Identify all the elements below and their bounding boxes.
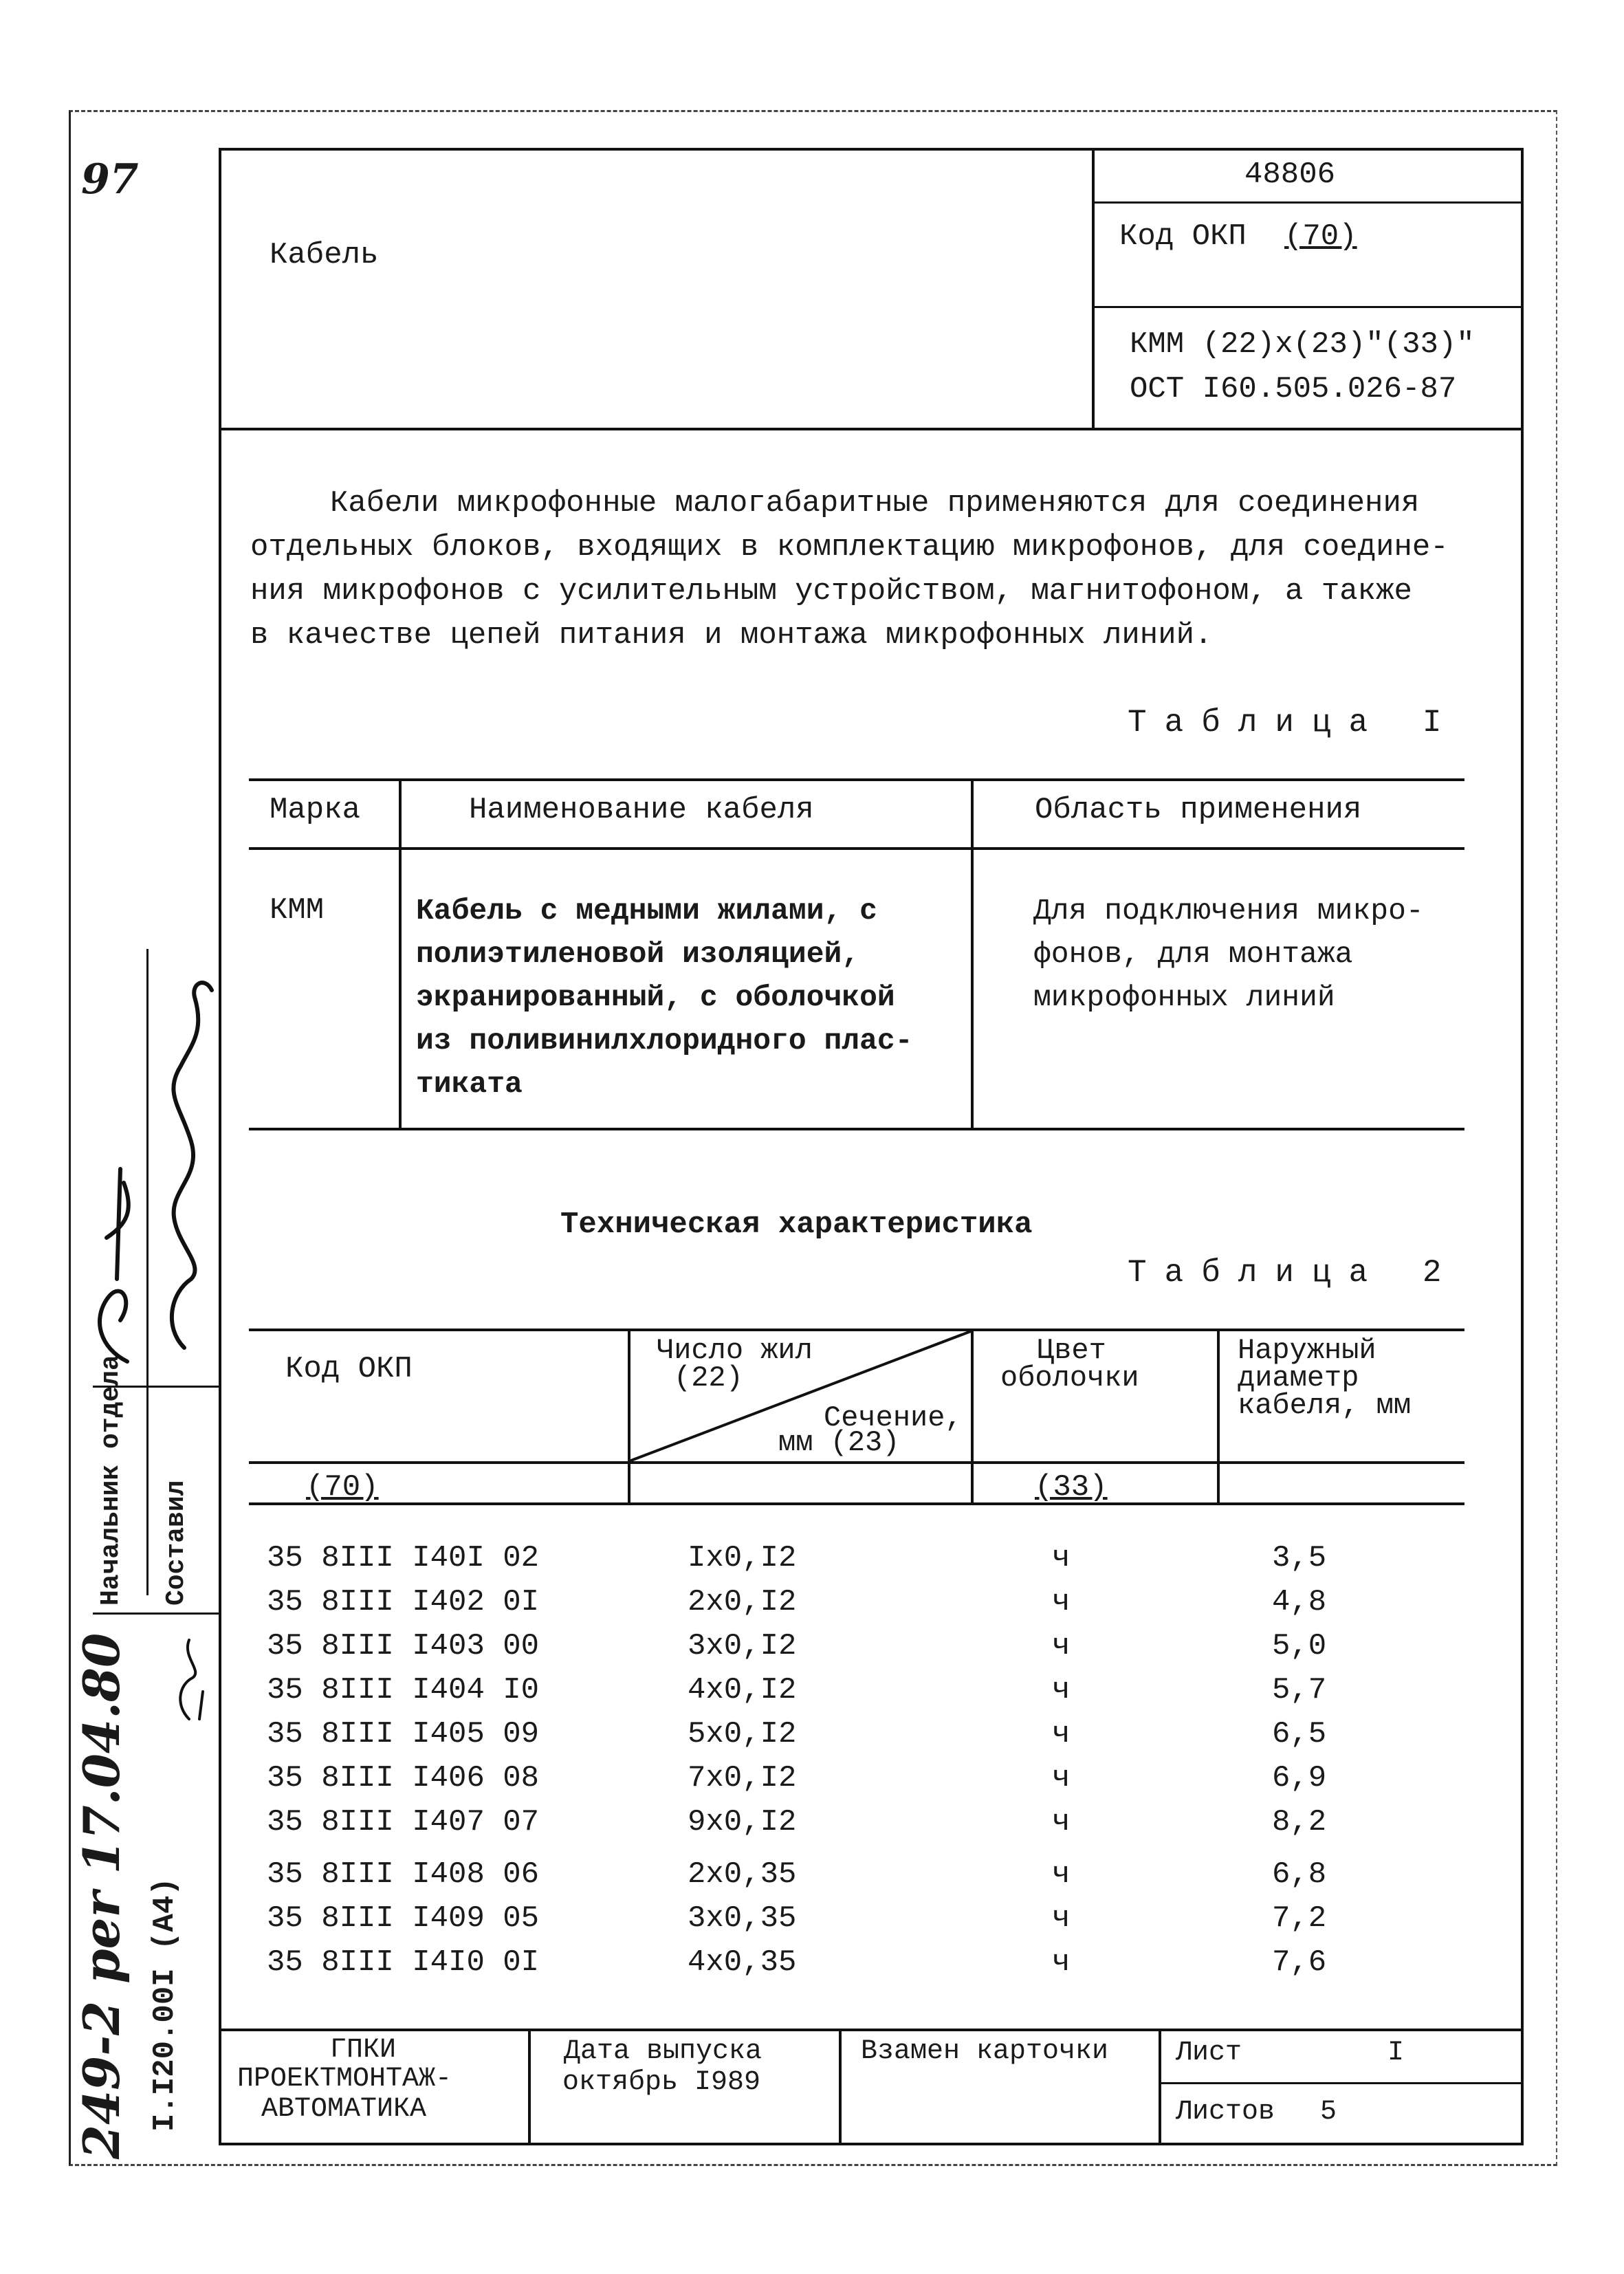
code-rule bbox=[1092, 201, 1524, 204]
table2-okp-6: 35 8III I406 08 bbox=[267, 1761, 540, 1795]
table2-cores-9: 3x0,35 bbox=[688, 1901, 797, 1936]
table2-header-diameter-3: кабеля, мм bbox=[1238, 1389, 1412, 1422]
footer-replace-label: Взамен карточки bbox=[861, 2036, 1109, 2067]
designation-line1: КММ (22)x(23)"(33)" bbox=[1130, 327, 1475, 362]
table2-color-1: ч bbox=[1052, 1541, 1071, 1575]
signature-compiler bbox=[150, 970, 219, 1355]
table2-sub-okp: (70) bbox=[306, 1470, 379, 1505]
table2-diameter-2: 4,8 bbox=[1272, 1585, 1327, 1619]
table2-diameter-8: 6,8 bbox=[1272, 1857, 1327, 1892]
table2-color-9: ч bbox=[1052, 1901, 1071, 1936]
table1-title: Таблица I bbox=[1128, 705, 1460, 741]
table2-okp-1: 35 8III I40I 02 bbox=[267, 1541, 540, 1575]
footer-sheets-label: Листов bbox=[1176, 2097, 1275, 2128]
signature-small bbox=[162, 1630, 217, 1726]
footer-sheet-label: Лист bbox=[1176, 2037, 1242, 2068]
side-handwritten-note: 249-2 per 17.04.80 bbox=[72, 1632, 131, 2159]
table2-diameter-6: 6,9 bbox=[1272, 1761, 1327, 1795]
table2-diameter-1: 3,5 bbox=[1272, 1541, 1327, 1575]
table1-application-line-1: Для подключения микро- bbox=[1033, 894, 1424, 928]
table2-okp-4: 35 8III I404 I0 bbox=[267, 1673, 540, 1707]
designation-line2: ОСТ I60.505.026-87 bbox=[1130, 372, 1457, 406]
table1-name-line-5: тиката bbox=[416, 1067, 523, 1101]
footer-sheet-value: I bbox=[1387, 2037, 1405, 2068]
table1-head-rule bbox=[249, 847, 1464, 850]
tech-title: Техническая характеристика bbox=[560, 1207, 1033, 1242]
table1-col-divider-2 bbox=[971, 780, 974, 1129]
table2-cores-7: 9x0,I2 bbox=[688, 1805, 797, 1839]
table2-diameter-3: 5,0 bbox=[1272, 1629, 1327, 1663]
table2-okp-10: 35 8III I4I0 0I bbox=[267, 1945, 540, 1980]
card-frame bbox=[219, 148, 1524, 2145]
table2-color-5: ч bbox=[1052, 1717, 1071, 1751]
footer-issue-date: октябрь I989 bbox=[562, 2067, 761, 2098]
table2-cores-2: 2x0,I2 bbox=[688, 1585, 797, 1619]
table2-title: Таблица 2 bbox=[1128, 1255, 1460, 1291]
table2-color-4: ч bbox=[1052, 1673, 1071, 1707]
table2-diameter-7: 8,2 bbox=[1272, 1805, 1327, 1839]
table2-okp-8: 35 8III I408 06 bbox=[267, 1857, 540, 1892]
side-lower-rule bbox=[93, 1612, 219, 1615]
side-compiled: Составил bbox=[162, 1480, 191, 1606]
table2-col-divider-3 bbox=[1217, 1330, 1220, 1504]
table2-diameter-10: 7,6 bbox=[1272, 1945, 1327, 1980]
okp-rule bbox=[1092, 306, 1524, 308]
table2-header-section: Сечение, bbox=[824, 1401, 963, 1434]
table2-header-section-unit: мм (23) bbox=[778, 1426, 900, 1459]
footer-org-line-3: АВТОМАТИКА bbox=[261, 2094, 427, 2125]
table1-col-divider-1 bbox=[399, 780, 402, 1129]
table2-diameter-9: 7,2 bbox=[1272, 1901, 1327, 1936]
intro-line-3: ния микрофонов с усилительным устройством, магнитофоном, а также bbox=[250, 574, 1412, 609]
table2-cores-6: 7x0,I2 bbox=[688, 1761, 797, 1795]
intro-line-4: в качестве цепей питания и монтажа микрофонных линий. bbox=[250, 618, 1213, 653]
table2-okp-5: 35 8III I405 09 bbox=[267, 1717, 540, 1751]
table2-diameter-4: 5,7 bbox=[1272, 1673, 1327, 1707]
table2-cores-3: 3x0,I2 bbox=[688, 1629, 797, 1663]
footer-org-line-2: ПРОЕКТМОНТАЖ- bbox=[237, 2064, 452, 2095]
okp-label: Код ОКП bbox=[1119, 219, 1247, 254]
footer-sheets-value: 5 bbox=[1320, 2097, 1337, 2128]
table2-diameter-5: 6,5 bbox=[1272, 1717, 1327, 1751]
product-name: Кабель bbox=[270, 238, 379, 272]
table1-name-line-3: экранированный, с оболочкой bbox=[416, 981, 895, 1014]
table1-name-line-2: полиэтиленовой изоляцией, bbox=[416, 937, 860, 971]
table2-header-diameter: Наружный bbox=[1238, 1334, 1376, 1367]
table1-name-line-4: из поливинилхлоридного плас- bbox=[416, 1024, 913, 1058]
table2-header-diameter-2: диаметр bbox=[1238, 1362, 1359, 1395]
table2-okp-2: 35 8III I402 0I bbox=[267, 1585, 540, 1619]
table2-cores-5: 5x0,I2 bbox=[688, 1717, 797, 1751]
table2-header-cores: Число жил bbox=[657, 1334, 813, 1367]
table2-header-color: Цвет bbox=[1037, 1334, 1106, 1367]
table1-header-name: Наименование кабеля bbox=[469, 793, 814, 827]
footer-divider-1 bbox=[528, 2030, 531, 2145]
table2-color-8: ч bbox=[1052, 1857, 1071, 1892]
table2-okp-3: 35 8III I403 00 bbox=[267, 1629, 540, 1663]
footer-org-line-1: ГПКИ bbox=[330, 2035, 397, 2066]
table1-name-line-1: Кабель с медными жилами, с bbox=[416, 894, 877, 928]
intro-line-2: отдельных блоков, входящих в комплектацию микрофонов, для соедине- bbox=[250, 530, 1449, 565]
table2-header-color-2: оболочки bbox=[1000, 1362, 1139, 1395]
table1-header-mark: Марка bbox=[270, 793, 361, 827]
table2-header-okp: Код ОКП bbox=[285, 1352, 413, 1386]
table2-okp-7: 35 8III I407 07 bbox=[267, 1805, 540, 1839]
doc-code: 48806 bbox=[1244, 157, 1336, 192]
footer-sheet-rule bbox=[1159, 2082, 1524, 2084]
okp-value: (70) bbox=[1284, 219, 1357, 254]
footer-top-rule bbox=[219, 2029, 1524, 2031]
footer-divider-3 bbox=[1159, 2030, 1161, 2145]
side-doc-ref: I.I20.00I (A4) bbox=[148, 1877, 182, 2132]
table2-color-10: ч bbox=[1052, 1945, 1071, 1980]
header-divider bbox=[1092, 148, 1095, 430]
side-dept-head: Начальник отдела bbox=[96, 1355, 126, 1606]
table1-application-line-3: микрофонных линий bbox=[1033, 981, 1335, 1014]
table1-header-application: Область применения bbox=[1035, 793, 1362, 827]
footer-issue-label: Дата выпуска bbox=[564, 2036, 762, 2067]
table2-sub-color: (33) bbox=[1035, 1470, 1108, 1505]
table1-application-line-2: фонов, для монтажа bbox=[1033, 937, 1353, 971]
footer-divider-2 bbox=[839, 2030, 842, 2145]
table1-mark: КММ bbox=[270, 893, 325, 928]
table2-color-2: ч bbox=[1052, 1585, 1071, 1619]
table2-cores-1: Ix0,I2 bbox=[688, 1541, 797, 1575]
table2-cores-8: 2x0,35 bbox=[688, 1857, 797, 1892]
signature-dept-head bbox=[86, 1141, 148, 1368]
table2-color-6: ч bbox=[1052, 1761, 1071, 1795]
intro-line-1: Кабели микрофонные малогабаритные применяются для соединения bbox=[330, 486, 1420, 521]
table1-top-rule bbox=[249, 778, 1464, 781]
table2-color-7: ч bbox=[1052, 1805, 1071, 1839]
table2-sub-rule bbox=[249, 1502, 1464, 1505]
table2-cores-4: 4x0,I2 bbox=[688, 1673, 797, 1707]
table2-color-3: ч bbox=[1052, 1629, 1071, 1663]
table2-cores-10: 4x0,35 bbox=[688, 1945, 797, 1980]
page-number: 97 bbox=[81, 155, 139, 204]
header-bottom-rule bbox=[219, 428, 1524, 430]
table2-okp-9: 35 8III I409 05 bbox=[267, 1901, 540, 1936]
table1-bottom-rule bbox=[249, 1128, 1464, 1130]
table2-header-cores-code: (22) bbox=[674, 1362, 743, 1395]
